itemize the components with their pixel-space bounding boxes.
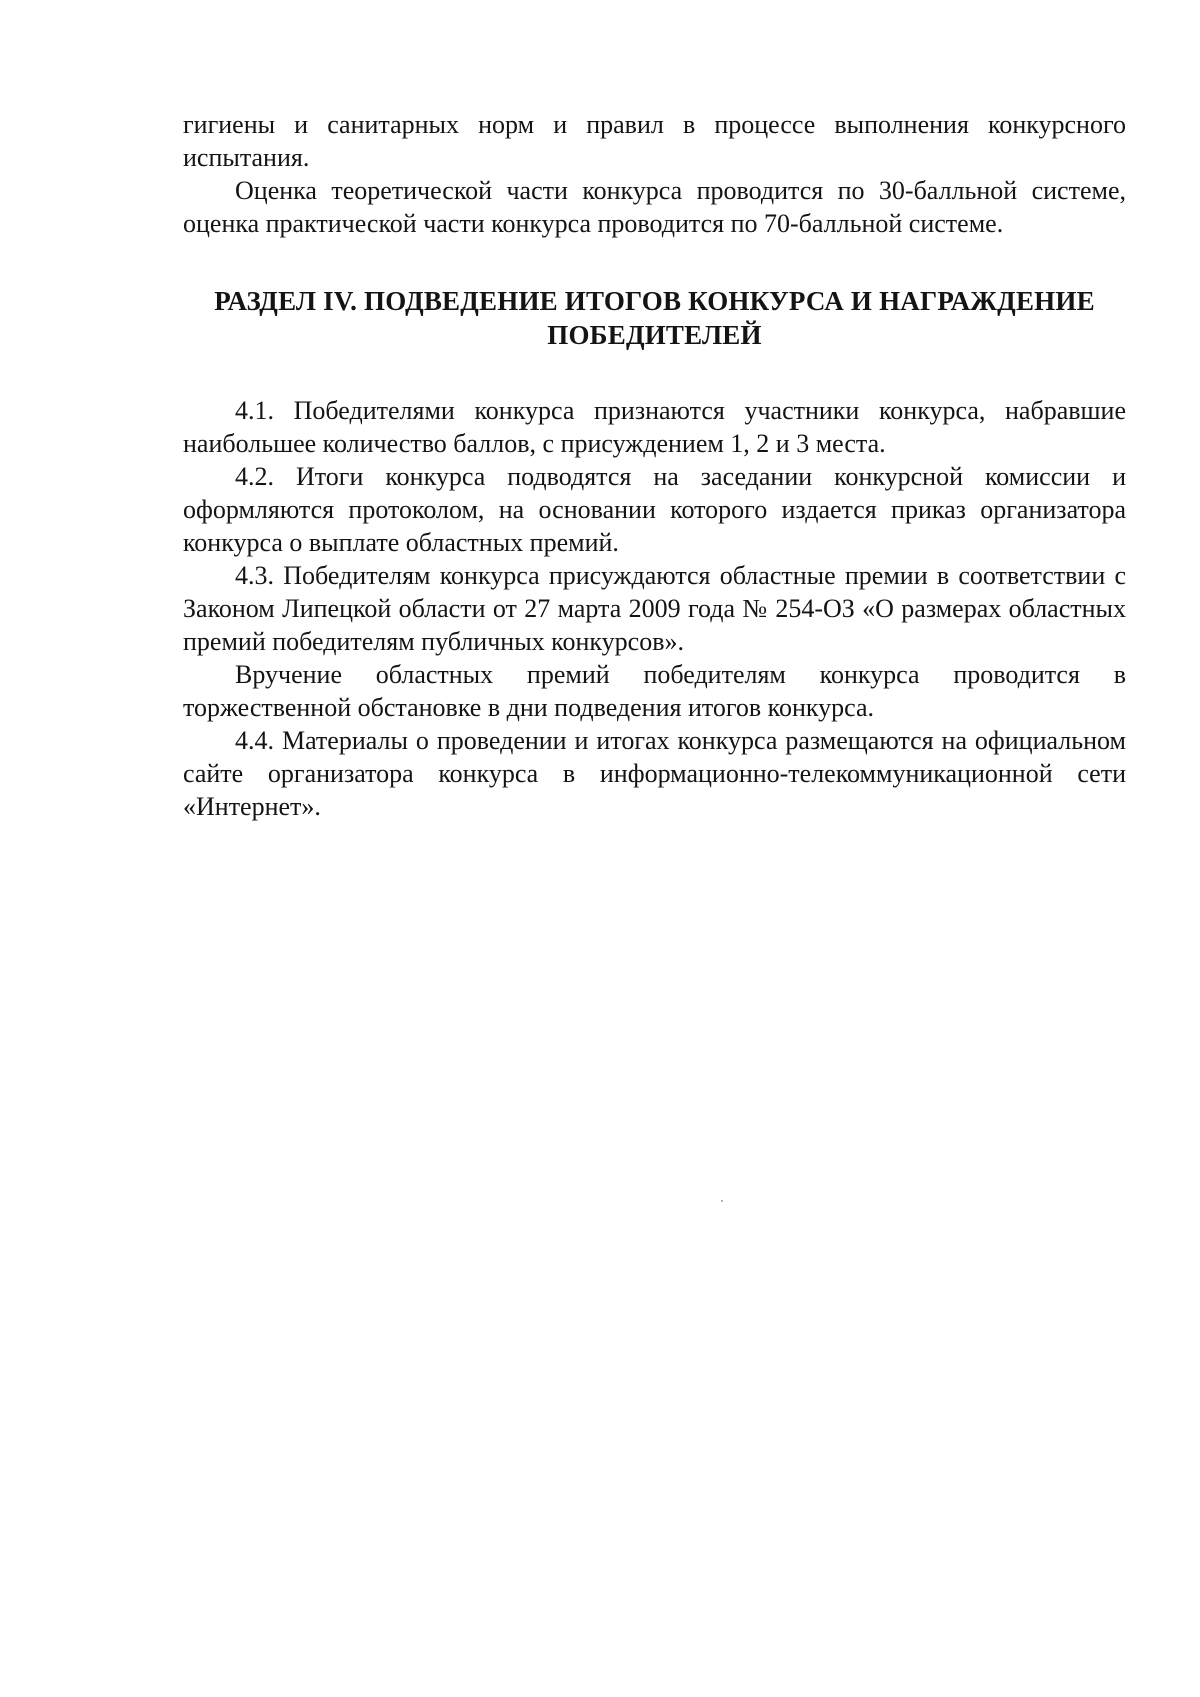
paragraph-award-ceremony: Вручение областных премий победителям конкурса проводится в торжественной обстановке в дни подведения итогов конкурса. (183, 660, 1126, 722)
paragraph-4-3: 4.3. Победителям конкурса присуждаются областные премии в соответствии с Законом Липецкой области от 27 марта 2009 года № 254-ОЗ «О размерах областных премий победителям публичных конкурсов». (183, 561, 1126, 656)
paragraph-4-1: 4.1. Победителями конкурса признаются участники конкурса, набравшие наибольшее количество баллов, с присуждением 1, 2 и 3 места. (183, 396, 1126, 458)
section-heading: РАЗДЕЛ IV. ПОДВЕДЕНИЕ ИТОГОВ КОНКУРСА И НАГРАЖДЕНИЕ ПОБЕДИТЕЛЕЙ (214, 286, 1095, 350)
paragraph-4-4: 4.4. Материалы о проведении и итогах конкурса размещаются на официальном сайте организатора конкурса в информационно-телекоммуникационной сети «Интернет». (183, 726, 1126, 821)
paragraph-scoring-system: Оценка теоретической части конкурса проводится по 30-балльной системе, оценка практической части конкурса проводится по 70-балльной системе. (183, 176, 1126, 238)
scan-speck (721, 1200, 723, 1202)
paragraph-continuation: гигиены и санитарных норм и правил в процессе выполнения конкурсного испытания. (183, 110, 1126, 172)
document-body (183, 108, 1126, 823)
paragraph-4-2: 4.2. Итоги конкурса подводятся на заседании конкурсной комиссии и оформляются протоколом, на основании которого издается приказ организатора конкурса о выплате областных премий. (183, 462, 1126, 557)
